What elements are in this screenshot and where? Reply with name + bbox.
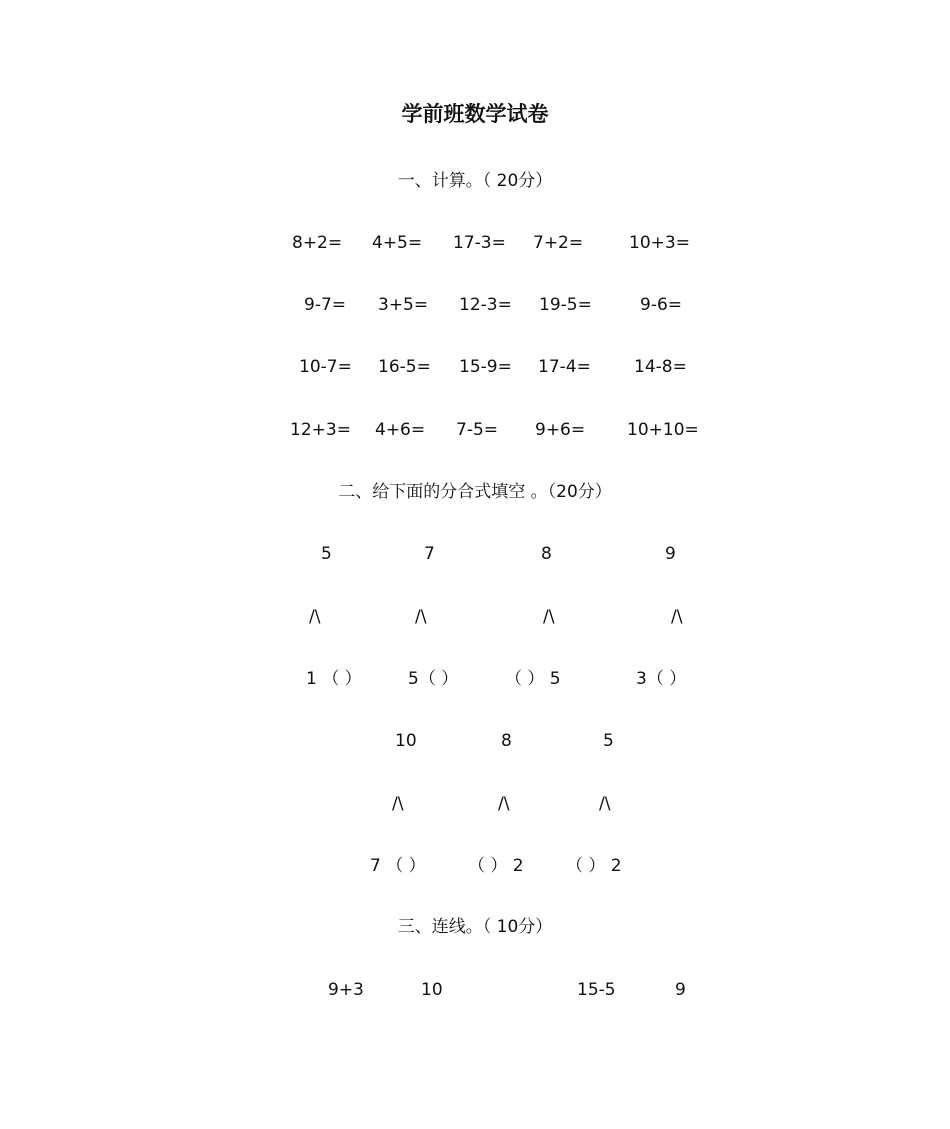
- calc-problem: 17-4=: [538, 357, 591, 377]
- split-parts: 3（ ）: [636, 669, 687, 689]
- split-branch-row: [0, 604, 950, 630]
- split-parts: 7 （ ）: [370, 856, 426, 876]
- section-calc-heading: 一、计算。（ 20分）: [397, 171, 553, 191]
- split-parts: （ ） 2: [566, 856, 622, 876]
- match-item: 10: [421, 980, 443, 1000]
- split-top-row: [0, 728, 950, 754]
- split-branch: /\: [671, 607, 683, 627]
- calc-problem: 8+2=: [292, 233, 343, 253]
- split-branch: /\: [599, 794, 611, 814]
- calc-problem: 12+3=: [290, 420, 351, 440]
- calc-problem: 15-9=: [459, 357, 512, 377]
- calc-problem: 7+2=: [533, 233, 584, 253]
- split-top-number: 5: [321, 544, 332, 564]
- section-match-heading: 三、连线。（ 10分）: [397, 917, 553, 937]
- calc-problem: 9-6=: [640, 295, 683, 315]
- match-item: 9: [675, 980, 686, 1000]
- split-branch-row: [0, 791, 950, 817]
- section-split-heading: 二、给下面的分合式填空 。（20分）: [338, 482, 612, 502]
- calc-problem: 9-7=: [304, 295, 347, 315]
- calc-problem: 10-7=: [299, 357, 352, 377]
- calc-problem: 4+5=: [372, 233, 423, 253]
- calc-problem: 3+5=: [378, 295, 429, 315]
- calc-problem: 12-3=: [459, 295, 512, 315]
- split-top-number: 5: [603, 731, 614, 751]
- split-parts: 5（ ）: [408, 669, 459, 689]
- split-top-row: [0, 541, 950, 567]
- calc-problem: 19-5=: [539, 295, 592, 315]
- calc-problem: 10+3=: [629, 233, 690, 253]
- split-parts-row: [0, 666, 950, 692]
- match-row: [0, 977, 950, 1003]
- calc-problem: 9+6=: [535, 420, 586, 440]
- calc-problem: 7-5=: [456, 420, 499, 440]
- split-top-number: 10: [395, 731, 417, 751]
- match-item: 15-5: [577, 980, 616, 1000]
- split-top-number: 8: [501, 731, 512, 751]
- calc-problem: 16-5=: [378, 357, 431, 377]
- calc-problem: 17-3=: [453, 233, 506, 253]
- split-branch: /\: [498, 794, 510, 814]
- split-parts-row: [0, 853, 950, 879]
- split-top-number: 7: [424, 544, 435, 564]
- split-branch: /\: [543, 607, 555, 627]
- split-parts: （ ） 2: [468, 856, 524, 876]
- split-parts: （ ） 5: [505, 669, 561, 689]
- split-branch: /\: [415, 607, 427, 627]
- calc-problem: 4+6=: [375, 420, 426, 440]
- exam-title: 学前班数学试卷: [401, 102, 549, 126]
- calc-row: [0, 292, 950, 318]
- calc-row: [0, 417, 950, 443]
- split-branch: /\: [392, 794, 404, 814]
- match-item: 9+3: [328, 980, 364, 1000]
- calc-row: [0, 354, 950, 380]
- calc-row: [0, 230, 950, 256]
- calc-problem: 10+10=: [627, 420, 699, 440]
- calc-problem: 14-8=: [634, 357, 687, 377]
- split-parts: 1 （ ）: [306, 669, 362, 689]
- split-top-number: 8: [541, 544, 552, 564]
- split-branch: /\: [309, 607, 321, 627]
- split-top-number: 9: [665, 544, 676, 564]
